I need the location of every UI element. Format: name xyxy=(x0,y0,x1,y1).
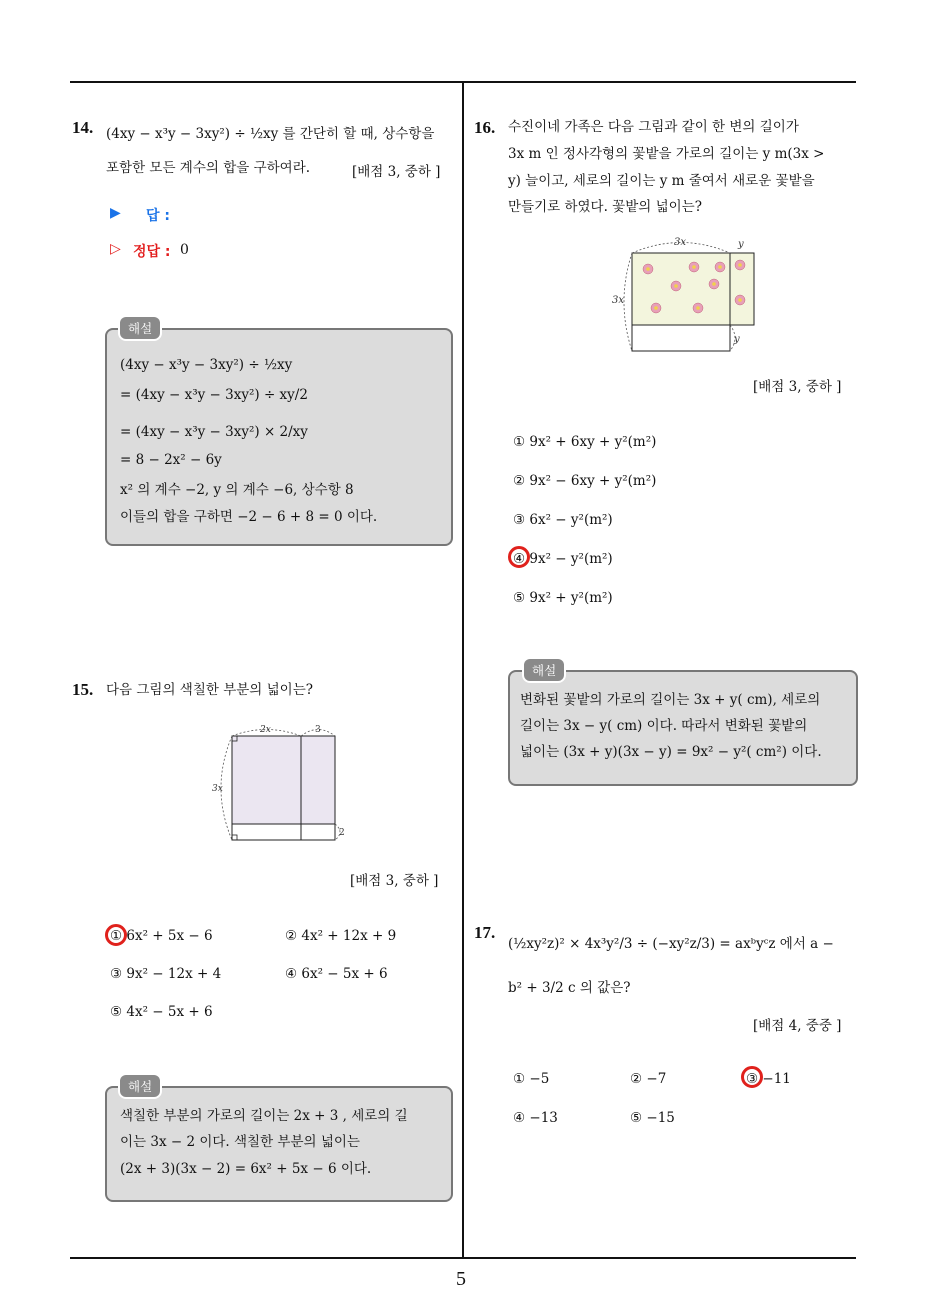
question-15-meta: [배점 3, 중하 ] xyxy=(350,873,439,889)
question-17-meta: [배점 4, 중중 ] xyxy=(753,1018,842,1034)
choice-15-3[interactable]: ③ 9x² − 12x + 4 xyxy=(110,966,222,982)
explanation-14-line: = (4xy − x³y − 3xy²) ÷ xy/2 xyxy=(120,387,308,403)
question-16-text-line: y) 늘이고, 세로의 길이는 y m 줄여서 새로운 꽃밭을 xyxy=(508,173,815,189)
explanation-16-line: 길이는 3x − y( cm) 이다. 따라서 변화된 꽃밭의 xyxy=(520,718,808,734)
page-number: 5 xyxy=(456,1268,466,1290)
choice-15-4[interactable]: ④ 6x² − 5x + 6 xyxy=(285,966,388,982)
question-14-text-line1: (4xy − x³y − 3xy²) ÷ ½xy 를 간단히 할 때, 상수항을 xyxy=(106,126,435,142)
question-16-meta: [배점 3, 중하 ] xyxy=(753,379,842,395)
question-16-text-line: 수진이네 가족은 다음 그림과 같이 한 변의 길이가 xyxy=(508,119,799,135)
explanation-15-line: (2x + 3)(3x − 2) = 6x² + 5x − 6 이다. xyxy=(120,1161,372,1177)
answer-arrow-icon: ▶ xyxy=(110,205,121,221)
explanation-badge-15: 해설 xyxy=(120,1075,160,1097)
fig15-label-2x: 2x xyxy=(260,725,271,735)
question-15-figure xyxy=(205,718,355,846)
fig16-label-top: 3x xyxy=(674,237,687,248)
fig15-label-3: 3 xyxy=(315,725,321,735)
question-16-text-line: 3x m 인 정사각형의 꽃밭을 가로의 길이는 y m(3x > xyxy=(508,146,825,162)
choice-17-1[interactable]: ① −5 xyxy=(513,1071,550,1087)
explanation-badge-14: 해설 xyxy=(120,317,160,339)
explanation-14-line: = 8 − 2x² − 6y xyxy=(120,452,222,468)
answer-label: 답 : xyxy=(146,208,170,224)
question-14-meta: [배점 3, 중하 ] xyxy=(352,164,441,180)
bottom-rule xyxy=(70,1257,856,1259)
explanation-14-line: 이들의 합을 구하면 −2 − 6 + 8 = 0 이다. xyxy=(120,509,378,525)
choice-15-2[interactable]: ② 4x² + 12x + 9 xyxy=(285,928,397,944)
question-16-figure xyxy=(608,232,768,357)
correct-arrow-icon: ▷ xyxy=(110,241,121,257)
choice-16-2[interactable]: ② 9x² − 6xy + y²(m²) xyxy=(513,473,657,489)
choice-15-1[interactable]: ① 6x² + 5x − 6 xyxy=(110,928,213,944)
question-17-text-line2: b² + 3/2 c 의 값은? xyxy=(508,980,631,996)
explanation-14-line: (4xy − x³y − 3xy²) ÷ ½xy xyxy=(120,357,293,373)
explanation-15-line: 색칠한 부분의 가로의 길이는 2x + 3 , 세로의 길 xyxy=(120,1108,408,1124)
explanation-16-line: 넓이는 (3x + y)(3x − y) = 9x² − y²( cm²) 이다. xyxy=(520,744,822,760)
choice-15-5[interactable]: ⑤ 4x² − 5x + 6 xyxy=(110,1004,213,1020)
column-divider xyxy=(462,81,464,1259)
choice-16-5[interactable]: ⑤ 9x² + y²(m²) xyxy=(513,590,613,606)
explanation-14-line: = (4xy − x³y − 3xy²) × 2/xy xyxy=(120,424,308,440)
question-16-number: 16. xyxy=(474,118,496,137)
explanation-14-line: x² 의 계수 −2, y 의 계수 −6, 상수항 8 xyxy=(120,482,354,498)
choice-17-3[interactable]: ③ −11 xyxy=(746,1071,791,1087)
fig16-label-side: 3x xyxy=(612,295,625,306)
choice-16-4[interactable]: ④ 9x² − y²(m²) xyxy=(513,551,613,567)
correct-label: 정답 : xyxy=(133,244,171,260)
explanation-badge-16: 해설 xyxy=(524,659,564,681)
explanation-16-line: 변화된 꽃밭의 가로의 길이는 3x + y( cm), 세로의 xyxy=(520,692,821,708)
explanation-15-line: 이는 3x − 2 이다. 색칠한 부분의 넓이는 xyxy=(120,1134,360,1150)
fig16-label-top-y: y xyxy=(738,239,744,250)
correct-value: 0 xyxy=(180,242,189,258)
choice-17-2[interactable]: ② −7 xyxy=(630,1071,667,1087)
fig15-label-2: 2 xyxy=(339,828,345,838)
fig15-label-3x: 3x xyxy=(212,784,223,794)
question-14-number: 14. xyxy=(72,118,94,137)
choice-17-4[interactable]: ④ −13 xyxy=(513,1110,558,1126)
question-15-number: 15. xyxy=(72,680,94,699)
question-15-text: 다음 그림의 색칠한 부분의 넓이는? xyxy=(106,682,313,698)
fig16-label-bottom-y: y xyxy=(734,334,740,345)
choice-17-5[interactable]: ⑤ −15 xyxy=(630,1110,675,1126)
question-17-text-line1: (½xy²z)² × 4x³y²/3 ÷ (−xy²z/3) = axᵇyᶜz 에서 a − xyxy=(508,936,834,952)
question-14-text-line2: 포함한 모든 계수의 합을 구하여라. xyxy=(106,160,311,176)
choice-16-1[interactable]: ① 9x² + 6xy + y²(m²) xyxy=(513,434,657,450)
question-16-text-line: 만들기로 하였다. 꽃밭의 넓이는? xyxy=(508,199,702,215)
choice-16-3[interactable]: ③ 6x² − y²(m²) xyxy=(513,512,613,528)
question-17-number: 17. xyxy=(474,923,496,942)
